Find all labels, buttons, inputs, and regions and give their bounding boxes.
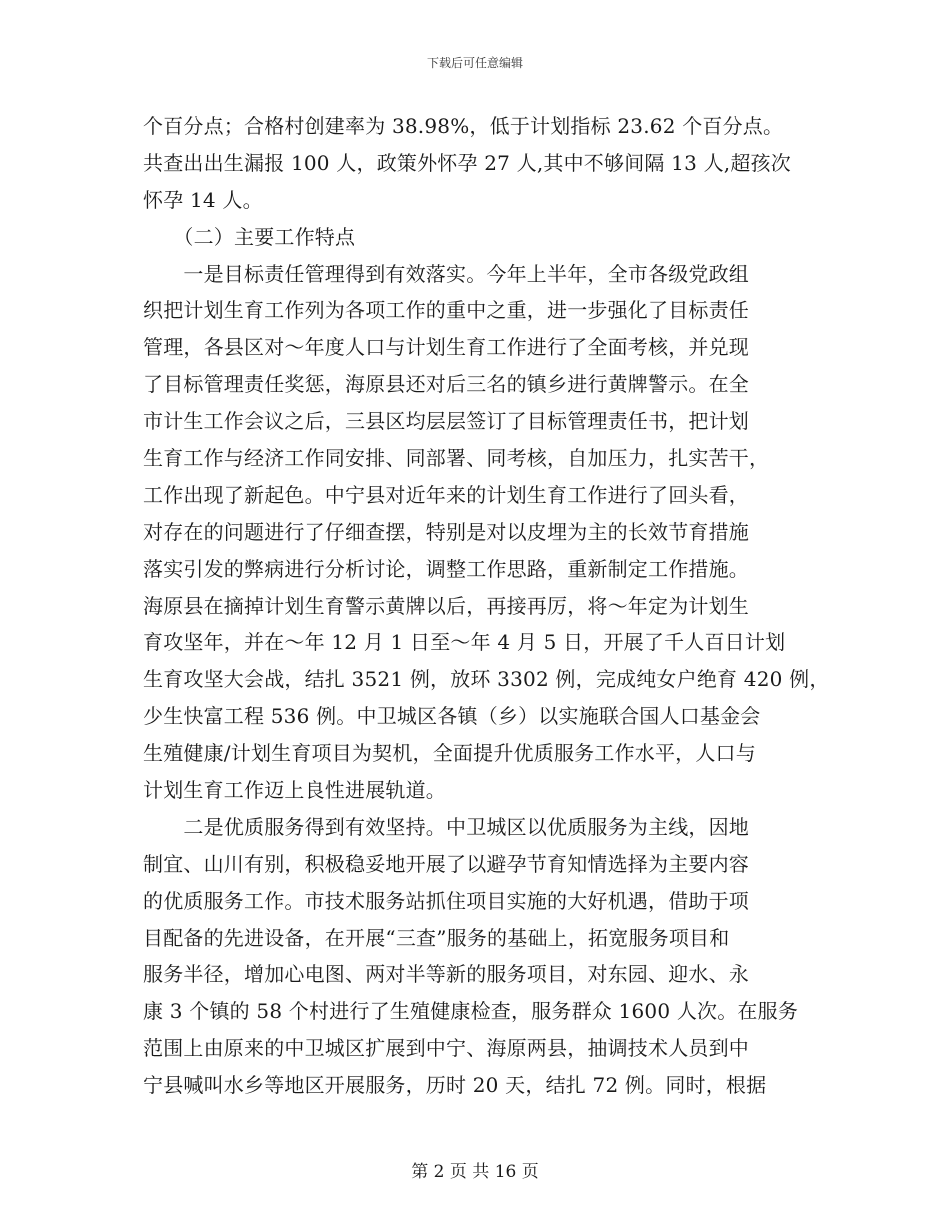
text-line: 织把计划生育工作列为各项工作的重中之重，进一步强化了目标责任	[143, 298, 749, 323]
page-header: 下载后可任意编辑	[426, 56, 523, 70]
text-line: 计划生育工作迈上良性进展轨道。	[143, 778, 446, 803]
text-line: 服务半径，增加心电图、两对半等新的服务项目，对东园、迎水、永	[143, 962, 749, 987]
text-line: 落实引发的弊病进行分析讨论，调整工作思路，重新制定工作措施。	[143, 556, 749, 581]
text-line: 少生快富工程 536 例。中卫城区各镇（乡）以实施联合国人口基金会	[143, 704, 761, 729]
page-footer: 第 2 页 共 16 页	[411, 1162, 539, 1182]
text-line: 宁县喊叫水乡等地区开展服务，历时 20 天，结扎 72 例。同时，根据	[143, 1073, 767, 1098]
text-line: 二是优质服务得到有效坚持。中卫城区以优质服务为主线，因地	[143, 814, 749, 839]
text-line: 对存在的问题进行了仔细查摆，特别是对以皮埋为主的长效节育措施	[143, 519, 749, 544]
text-line: 生育工作与经济工作同安排、同部署、同考核，自加压力，扎实苦干，	[143, 446, 770, 471]
text-line: 康 3 个镇的 58 个村进行了生殖健康检查，服务群众 1600 人次。在服务	[143, 999, 799, 1024]
text-line: 了目标管理责任奖惩，海原县还对后三名的镇乡进行黄牌警示。在全	[143, 372, 749, 397]
text-line: 海原县在摘掉计划生育警示黄牌以后，再接再厉，将～年定为计划生	[143, 593, 749, 618]
text-line: 个百分点；合格村创建率为 38.98%，低于计划指标 23.62 个百分点。	[143, 114, 784, 138]
section-heading: （二）主要工作特点	[143, 224, 356, 249]
text-line: 怀孕 14 人。	[143, 187, 263, 212]
text-line: 市计生工作会议之后，三县区均层层签订了目标管理责任书，把计划	[143, 409, 749, 434]
text-line: 管理，各县区对～年度人口与计划生育工作进行了全面考核，并兑现	[143, 335, 749, 360]
text-line: 共查出出生漏报 100 人，政策外怀孕 27 人,其中不够间隔 13 人,超孩次	[143, 150, 791, 175]
text-line: 工作出现了新起色。中宁县对近年来的计划生育工作进行了回头看，	[143, 482, 749, 507]
body-text	[143, 108, 833, 1104]
text-line: 生殖健康/计划生育项目为契机，全面提升优质服务工作水平，人口与	[143, 741, 756, 766]
text-line: 制宜、山川有别，积极稳妥地开展了以避孕节育知情选择为主要内容	[143, 851, 749, 876]
text-line: 一是目标责任管理得到有效落实。今年上半年，全市各级党政组	[143, 261, 749, 286]
text-line: 生育攻坚大会战，结扎 3521 例，放环 3302 例，完成纯女户绝育 420 例，	[143, 667, 830, 692]
text-line: 范围上由原来的中卫城区扩展到中宁、海原两县，抽调技术人员到中	[143, 1036, 749, 1061]
text-line: 的优质服务工作。市技术服务站抓住项目实施的大好机遇，借助于项	[143, 888, 749, 913]
text-line: 目配备的先进设备，在开展“三查”服务的基础上，拓宽服务项目和	[143, 925, 730, 950]
text-line: 育攻坚年，并在～年 12 月 1 日至～年 4 月 5 日，开展了千人百日计划	[143, 630, 786, 655]
